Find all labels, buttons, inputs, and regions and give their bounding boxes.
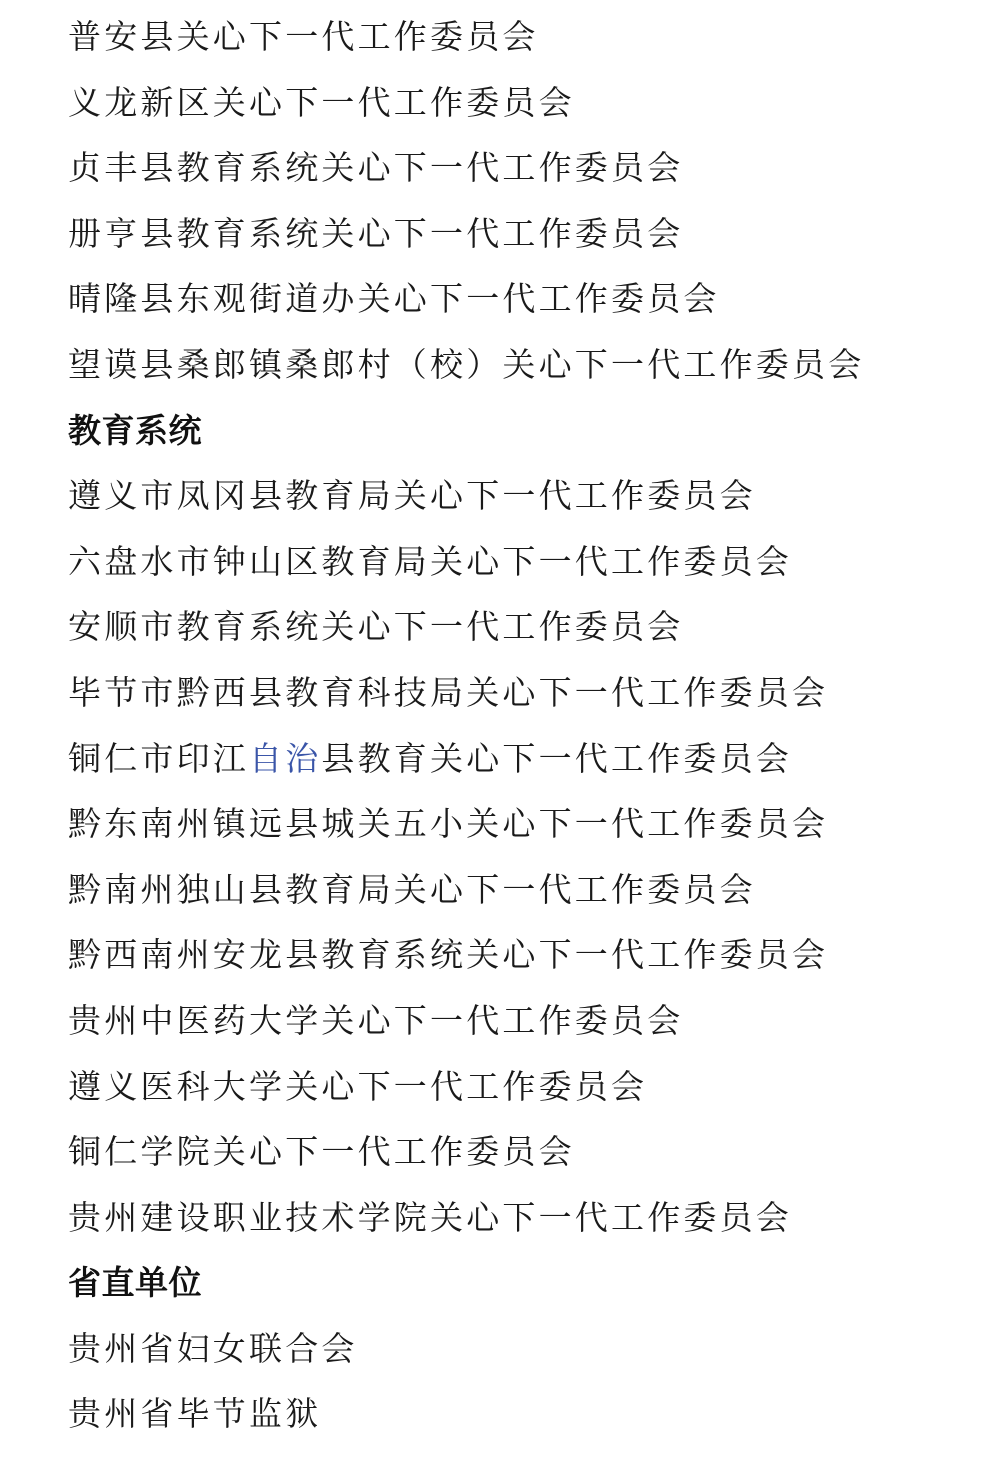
list-item: 六盘水市钟山区教育局关心下一代工作委员会: [68, 541, 792, 581]
highlighted-text: 自治: [249, 738, 322, 778]
list-item: 贵州省毕节监狱: [68, 1394, 322, 1434]
list-item: 贞丰县教育系统关心下一代工作委员会: [68, 148, 684, 188]
list-item: 黔南州独山县教育局关心下一代工作委员会: [68, 869, 756, 909]
list-item-text: 铜仁市印江: [68, 738, 249, 778]
list-item: 安顺市教育系统关心下一代工作委员会: [68, 607, 684, 647]
list-item: 铜仁学院关心下一代工作委员会: [68, 1132, 575, 1172]
list-item: 毕节市黔西县教育科技局关心下一代工作委员会: [68, 672, 829, 712]
document-body: [68, 4, 968, 1447]
list-item: [68, 726, 968, 792]
list-item: 义龙新区关心下一代工作委员会: [68, 82, 575, 122]
section-heading-education: 教育系统: [68, 410, 202, 450]
list-item: 贵州中医药大学关心下一代工作委员会: [68, 1000, 684, 1040]
list-item: 黔东南州镇远县城关五小关心下一代工作委员会: [68, 804, 829, 844]
list-item: 贵州建设职业技术学院关心下一代工作委员会: [68, 1197, 792, 1237]
list-item: 遵义医科大学关心下一代工作委员会: [68, 1066, 648, 1106]
list-item: 遵义市凤冈县教育局关心下一代工作委员会: [68, 476, 756, 516]
list-item: 贵州省妇女联合会: [68, 1328, 358, 1368]
section-heading-provincial: 省直单位: [68, 1263, 202, 1303]
list-item: 册亨县教育系统关心下一代工作委员会: [68, 213, 684, 253]
list-item: 晴隆县东观街道办关心下一代工作委员会: [68, 279, 720, 319]
list-item-text: 县教育关心下一代工作委员会: [321, 738, 793, 778]
list-item: 普安县关心下一代工作委员会: [68, 17, 539, 56]
list-item: 黔西南州安龙县教育系统关心下一代工作委员会: [68, 935, 829, 975]
list-item: 望谟县桑郎镇桑郎村（校）关心下一代工作委员会: [68, 344, 865, 384]
